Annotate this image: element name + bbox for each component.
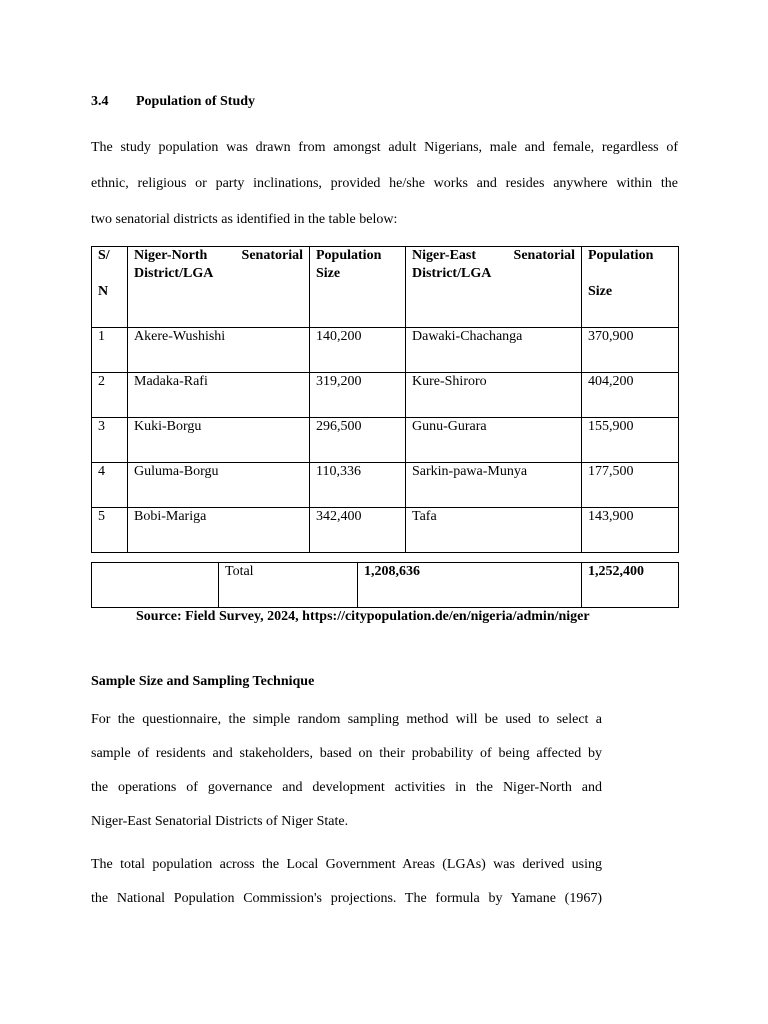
cell-sn: 2 (92, 373, 128, 418)
total-empty-cell (92, 563, 219, 608)
cell-east-pop: 177,500 (582, 463, 679, 508)
para2-line: sample of residents and stakeholders, based on their probability of being affected by (91, 746, 602, 761)
cell-north-pop: 342,400 (310, 508, 406, 553)
header-north-lga (128, 247, 310, 328)
header-pop2-line1: Population (588, 248, 654, 263)
table-row (92, 328, 679, 373)
intro-line: The study population was drawn from amongst adult Nigerians, male and female, regardless of (91, 140, 678, 155)
cell-north-lga: Akere-Wushishi (128, 328, 310, 373)
cell-north-lga: Bobi-Mariga (128, 508, 310, 553)
cell-north-lga: Kuki-Borgu (128, 418, 310, 463)
table-row (92, 373, 679, 418)
header-sn (92, 247, 128, 328)
cell-east-lga: Gunu-Gurara (406, 418, 582, 463)
cell-east-pop: 155,900 (582, 418, 679, 463)
header-north-word2: Senatorial (241, 248, 303, 263)
table-row (92, 418, 679, 463)
table-header-row (92, 247, 679, 328)
section-heading (91, 94, 255, 110)
table-row (92, 508, 679, 553)
header-north-word1: Niger-North (134, 248, 208, 263)
population-paragraph (91, 856, 602, 908)
cell-east-lga: Kure-Shiroro (406, 373, 582, 418)
total-row-table (91, 562, 679, 608)
header-north-pop (310, 247, 406, 328)
cell-east-pop: 370,900 (582, 328, 679, 373)
subsection-title: Sample Size and Sampling Technique (91, 674, 315, 689)
para3-line: the National Population Commission's projections. The formula by Yamane (1967) (91, 891, 602, 906)
cell-north-pop: 110,336 (310, 463, 406, 508)
cell-north-pop: 319,200 (310, 373, 406, 418)
header-pop1-line2: Size (316, 266, 341, 281)
header-sn-top: S/ (98, 248, 110, 263)
header-east-lga (406, 247, 582, 328)
total-east: 1,252,400 (582, 563, 679, 608)
table-row (92, 463, 679, 508)
table-source: Source: Field Survey, 2024, https://citypopulation.de/en/nigeria/admin/niger (136, 609, 590, 624)
cell-north-lga: Guluma-Borgu (128, 463, 310, 508)
intro-paragraph (91, 139, 678, 229)
cell-north-pop: 296,500 (310, 418, 406, 463)
para2-line: For the questionnaire, the simple random sampling method will be used to select a (91, 712, 602, 727)
section-number: 3.4 (91, 94, 109, 109)
intro-line: ethnic, religious or party inclinations, provided he/she works and resides anywhere within the (91, 176, 678, 191)
cell-sn: 5 (92, 508, 128, 553)
cell-north-lga: Madaka-Rafi (128, 373, 310, 418)
header-east-pop (582, 247, 679, 328)
cell-sn: 3 (92, 418, 128, 463)
para2-line: Niger-East Senatorial Districts of Niger State. (91, 814, 349, 829)
header-east-word1: Niger-East (412, 248, 477, 263)
para3-line: The total population across the Local Government Areas (LGAs) was derived using (91, 857, 602, 872)
header-east-line2: District/LGA (412, 266, 492, 281)
cell-east-pop: 143,900 (582, 508, 679, 553)
header-north-line2: District/LGA (134, 266, 214, 281)
cell-north-pop: 140,200 (310, 328, 406, 373)
total-north: 1,208,636 (358, 563, 582, 608)
cell-east-lga: Dawaki-Chachanga (406, 328, 582, 373)
cell-east-pop: 404,200 (582, 373, 679, 418)
header-sn-bottom: N (98, 284, 109, 299)
population-table (91, 246, 679, 553)
cell-east-lga: Sarkin-pawa-Munya (406, 463, 582, 508)
intro-line: two senatorial districts as identified in the table below: (91, 212, 398, 227)
para2-line: the operations of governance and development activities in the Niger-North and (91, 780, 602, 795)
cell-sn: 1 (92, 328, 128, 373)
header-pop2-line2: Size (588, 284, 613, 299)
total-row (92, 563, 679, 608)
cell-sn: 4 (92, 463, 128, 508)
total-label: Total (219, 563, 358, 608)
header-east-word2: Senatorial (513, 248, 575, 263)
cell-east-lga: Tafa (406, 508, 582, 553)
section-title: Population of Study (136, 94, 256, 109)
sampling-paragraph (91, 711, 602, 831)
header-pop1-line1: Population (316, 248, 382, 263)
